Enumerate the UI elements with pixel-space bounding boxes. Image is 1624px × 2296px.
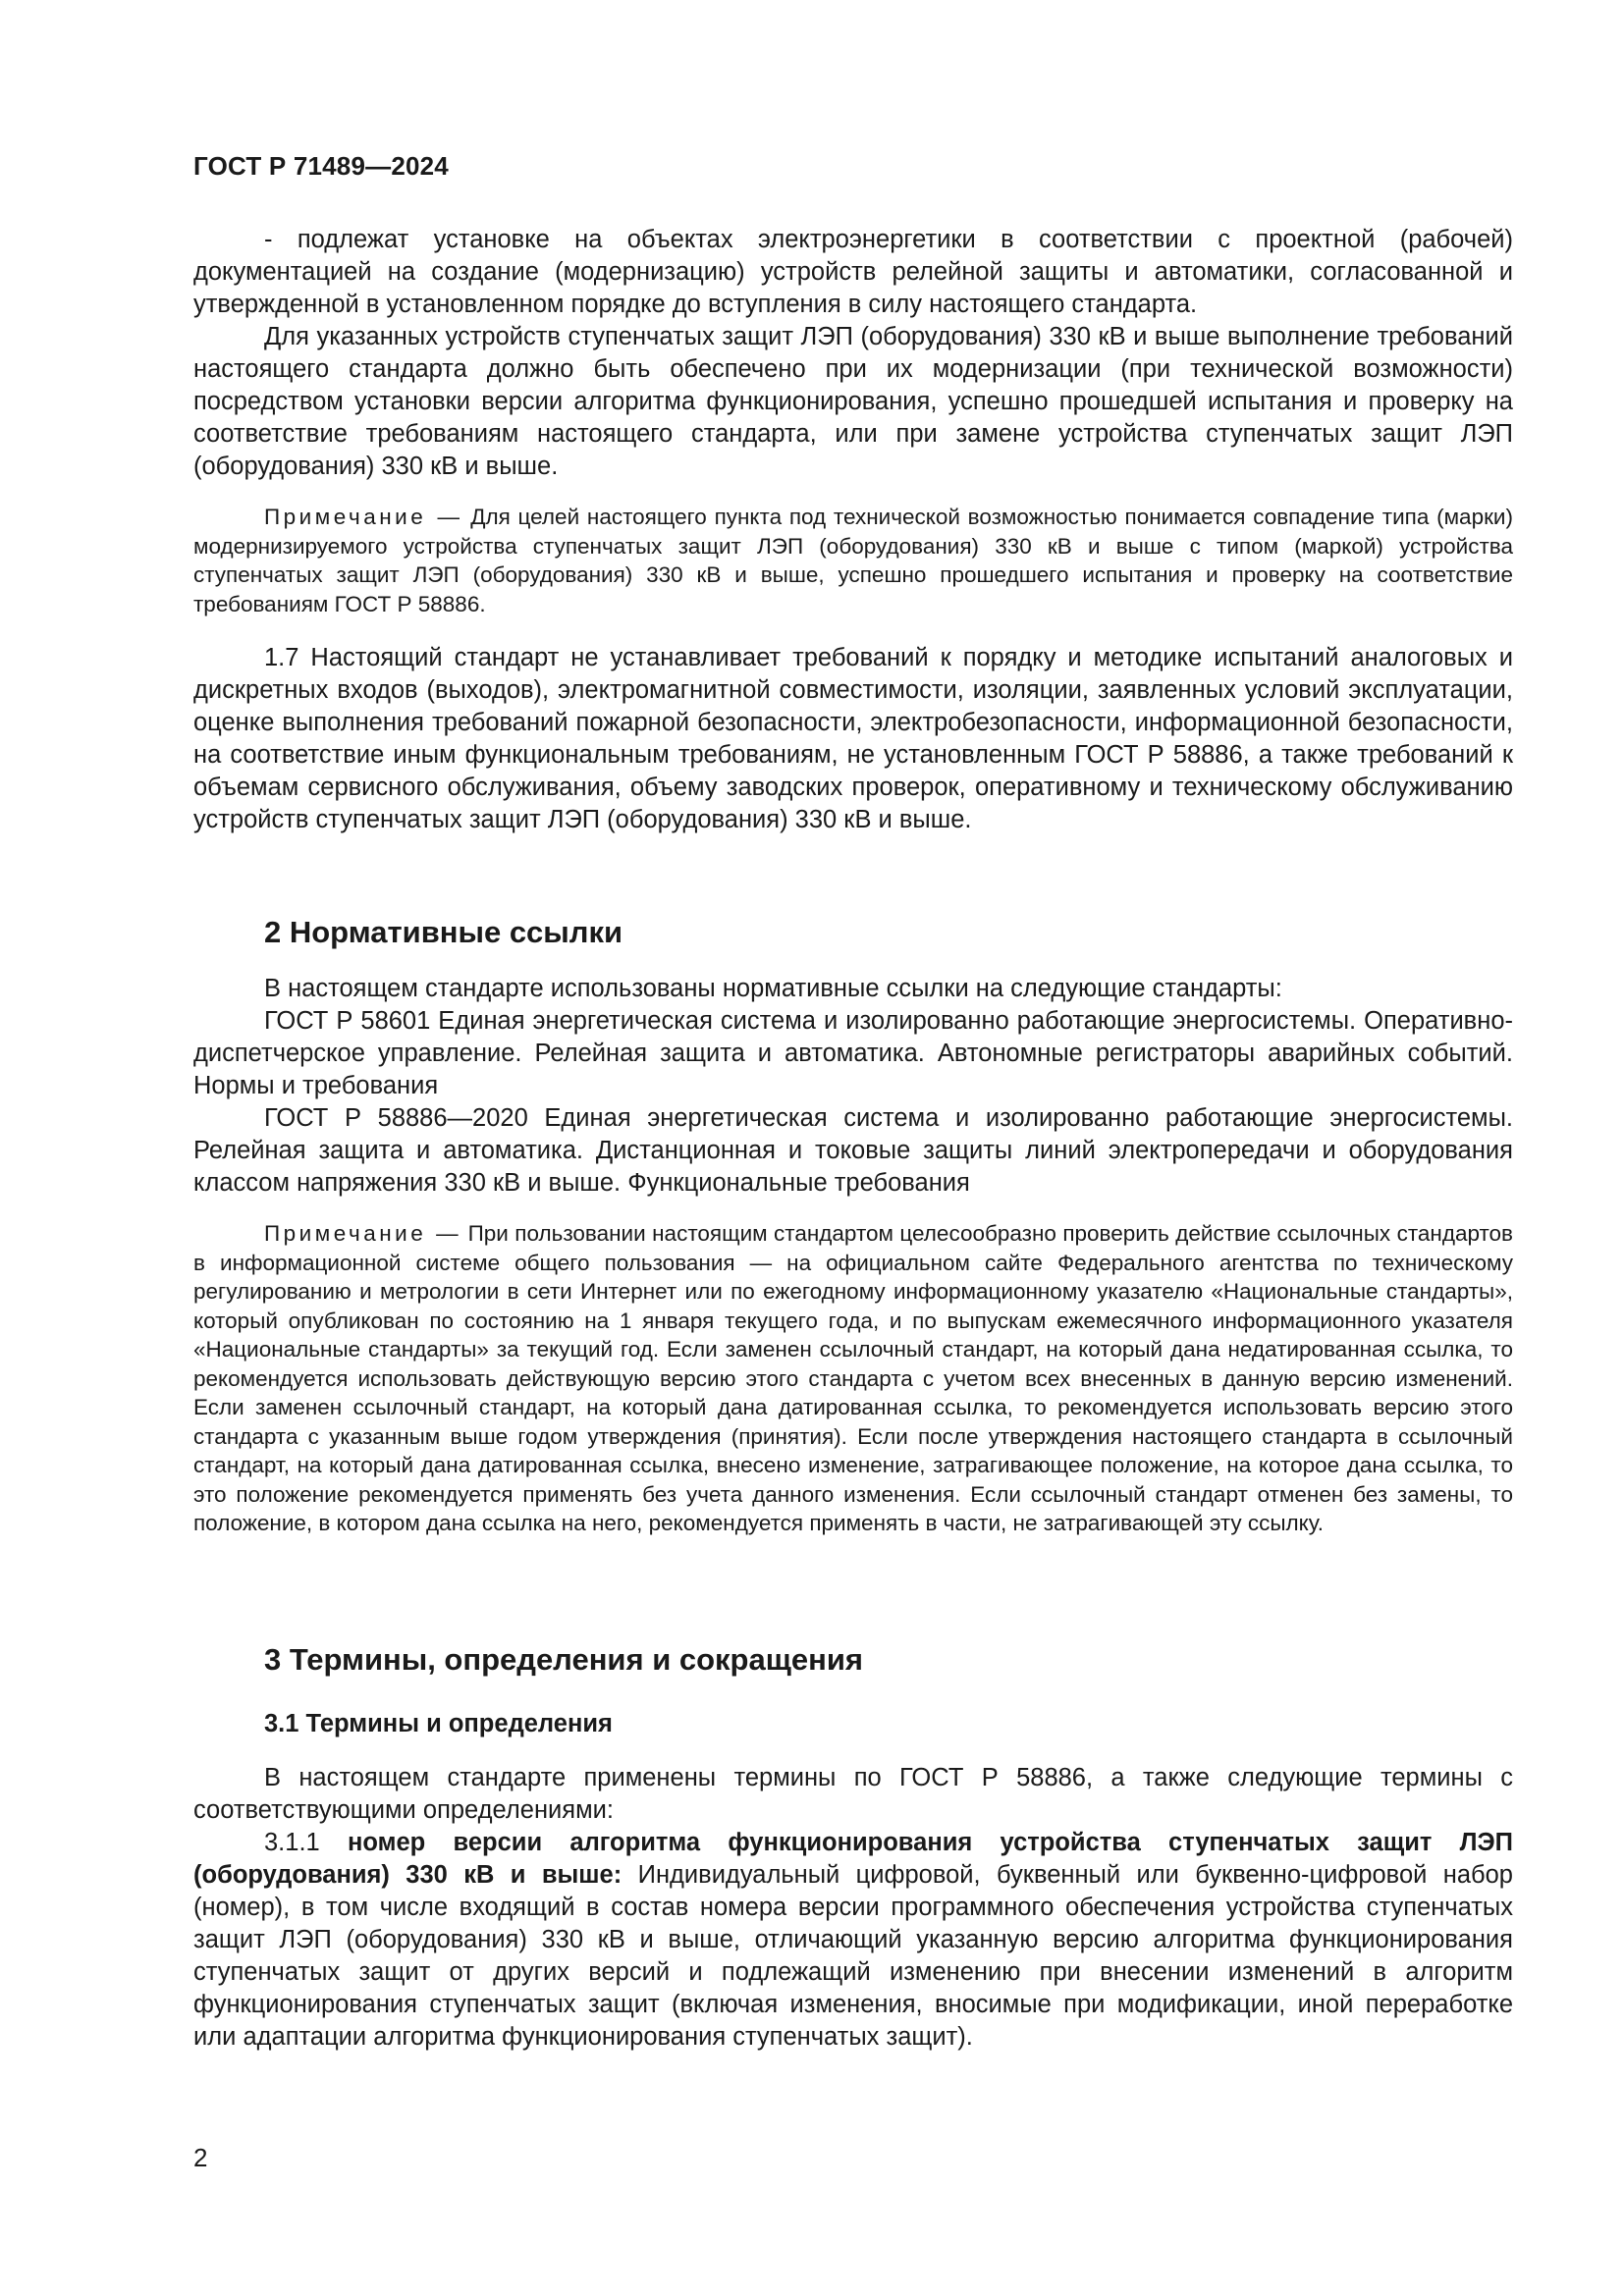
paragraph: В настоящем стандарте использованы нормативные ссылки на следующие стандарты: bbox=[264, 975, 1282, 1002]
paragraph: - подлежат установке на объектах электроэнергетики в соответствии с проектной (рабочей) документацией на создание (модернизацию) устройств релейной защиты и автоматики, согласованной и утвержденной в установленном порядке до вступления в силу настоящего стандарта. bbox=[193, 226, 1513, 318]
term-text: Индивидуальный цифровой, буквенный или буквенно-цифровой набор (номер), в том числе входящий в состав номера версии программного обеспечения устройства ступенчатых защит ЛЭП (оборудования) 330 кВ и выше, отличающий указанную версию алгоритма функционирования ступенчатых защит от других версий и подлежащий изменению при внесении изменений в алгоритм функционирования ступенчатых защит (включая изменения, вносимые при модификации, иной переработке или адаптации алгоритма функционирования ступенчатых защит). bbox=[193, 1861, 1513, 2051]
note bbox=[193, 1219, 1513, 1538]
section-heading: 3 Термины, определения и сокращения bbox=[264, 1642, 863, 1677]
note bbox=[193, 503, 1513, 618]
section-2 bbox=[193, 914, 1513, 1538]
paragraph-1-7: 1.7 Настоящий стандарт не устанавливает требований к порядку и методике испытаний аналоговых и дискретных входов (выходов), электромагнитной совместимости, изоляции, заявленных условий эксплуатации, оценке выполнения требований пожарной безопасности, электробезопасности, информационной безопасности, на соответствие иным функциональным требованиям, не установленным ГОСТ Р 58886, а также требований к объемам сервисного обслуживания, объему заводских проверок, оперативному и техническому обслуживанию устройств ступенчатых защит ЛЭП (оборудования) 330 кВ и выше. bbox=[193, 644, 1513, 833]
note-label: Примечание — bbox=[264, 505, 463, 529]
document-header: ГОСТ Р 71489—2024 bbox=[193, 151, 449, 181]
term-name: номер версии алгоритма функционирования устройства ступенчатых защит ЛЭП (оборудования) 330 кВ и выше: bbox=[193, 1829, 1513, 1889]
section-1-continuation bbox=[193, 224, 1513, 836]
normative-reference: ГОСТ Р 58601 Единая энергетическая система и изолированно работающие энергосистемы. Оперативно-диспетчерское управление. Релейная защита и автоматика. Автономные регистраторы аварийных событий. Нормы и требования bbox=[193, 1007, 1513, 1099]
note-text: При пользовании настоящим стандартом целесообразно проверить действие ссылочных стандартов в информационной системе общего пользования — на официальном сайте Федерального агентства по техническому регулированию и метрологии в сети Интернет или по ежегодному информационному указателю «Национальные стандарты», который опубликован по состоянию на 1 января текущего года, и по выпускам ежемесячного информационного указателя «Национальные стандарты» за текущий год. Если заменен ссылочный стандарт, на который дана недатированная ссылка, то рекомендуется использовать действующую версию этого стандарта с учетом всех внесенных в данную версию изменений. Если заменен ссылочный стандарт, на который дана датированная ссылка, то рекомендуется использовать версию этого стандарта с указанным выше годом утверждения (принятия). Если после утверждения настоящего стандарта в ссылочный стандарт, на который дана датированная ссылка, внесено изменение, затрагивающее положение, на которое дана ссылка, то это положение рекомендуется применять без учета данного изменения. Если ссылочный стандарт отменен без замены, то положение, в котором дана ссылка на него, рекомендуется применять в части, не затрагивающей эту ссылку. bbox=[193, 1221, 1514, 1535]
paragraph: Для указанных устройств ступенчатых защит ЛЭП (оборудования) 330 кВ и выше выполнение требований настоящего стандарта должно быть обеспечено при их модернизации (при технической возможности) посредством установки версии алгоритма функционирования, успешно прошедшей испытания и проверку на соответствие требованиям настоящего стандарта, или при замене устройства ступенчатых защит ЛЭП (оборудования) 330 кВ и выше. bbox=[193, 323, 1513, 480]
term-number: 3.1.1 bbox=[264, 1829, 320, 1856]
term-definition bbox=[193, 1827, 1513, 2054]
normative-reference: ГОСТ Р 58886—2020 Единая энергетическая система и изолированно работающие энергосистемы. Релейная защита и автоматика. Дистанционная и токовые защиты линий электропередачи и оборудования классом напряжения 330 кВ и выше. Функциональные требования bbox=[193, 1104, 1513, 1197]
section-heading: 2 Нормативные ссылки bbox=[264, 915, 623, 949]
paragraph: В настоящем стандарте применены термины по ГОСТ Р 58886, а также следующие термины с соответствующими определениями: bbox=[193, 1764, 1513, 1824]
section-3 bbox=[193, 1641, 1513, 2054]
subsection-heading: 3.1 Термины и определения bbox=[264, 1710, 613, 1737]
note-label: Примечание — bbox=[264, 1221, 462, 1246]
page-number: 2 bbox=[193, 2143, 208, 2172]
note-text: Для целей настоящего пункта под технической возможностью понимается совпадение типа (марки) модернизируемого устройства ступенчатых защит ЛЭП (оборудования) 330 кВ и выше с типом (маркой) устройства ступенчатых защит ЛЭП (оборудования) 330 кВ и выше, успешно прошедшего испытания и проверку на соответствие требованиям ГОСТ Р 58886. bbox=[193, 505, 1513, 616]
